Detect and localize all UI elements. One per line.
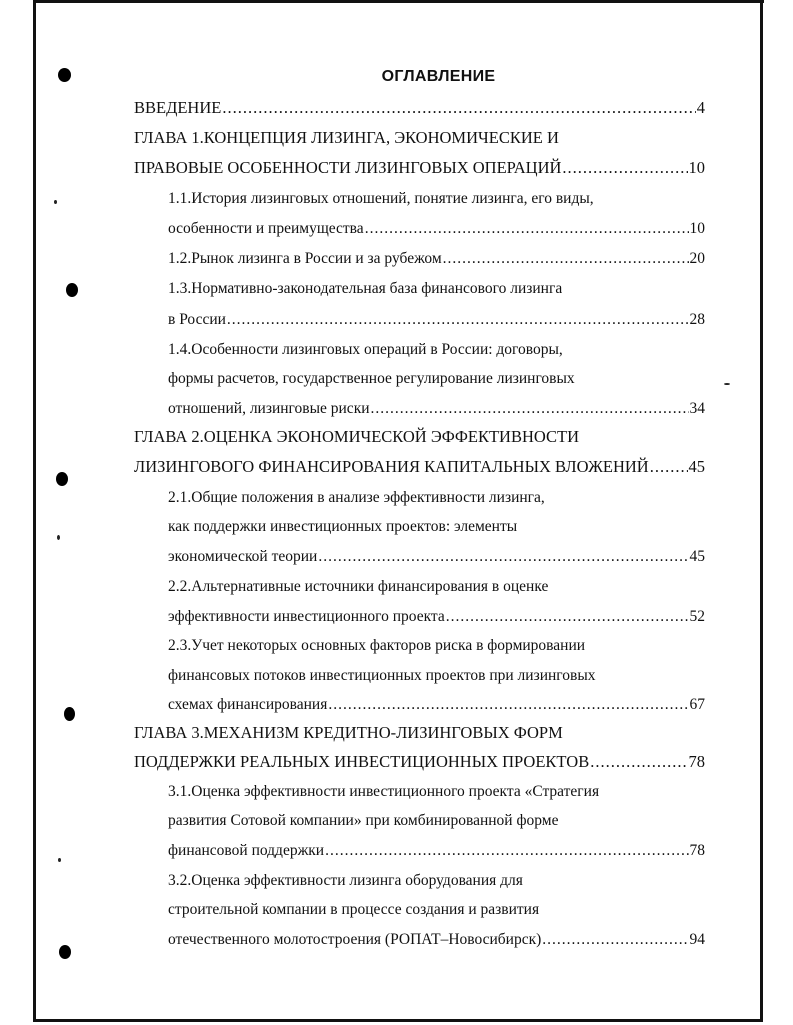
toc-section-3-1-cont[interactable] — [168, 810, 558, 832]
punch-hole — [59, 945, 71, 959]
toc-entry-text: отношений, лизинговые риски — [168, 400, 370, 417]
toc-chapter-3[interactable] — [134, 722, 563, 744]
toc-entry-text: формы расчетов, государственное регулирование лизинговых — [168, 370, 575, 387]
toc-page-number: 20 — [689, 250, 705, 267]
toc-entry-text: в России — [168, 311, 226, 328]
toc-section-2-1-end[interactable] — [168, 546, 705, 568]
toc-entry-text: ВВЕДЕНИЕ — [134, 98, 222, 117]
toc-entry-text: экономической теории — [168, 548, 318, 565]
toc-section-2-3-cont[interactable] — [168, 665, 596, 687]
scan-speck — [58, 858, 61, 862]
toc-title: ОГЛАВЛЕНИЕ — [381, 68, 496, 85]
leader-dots — [222, 97, 695, 119]
toc-chapter-2[interactable] — [134, 426, 579, 448]
leader-dots — [446, 606, 689, 628]
toc-section-3-2-end[interactable] — [168, 929, 705, 951]
scan-edge-top — [34, 0, 764, 3]
toc-entry-text: 2.2.Альтернативные источники финансирования в оценке — [168, 578, 549, 595]
leader-dots — [590, 751, 687, 773]
scan-speck — [57, 535, 60, 540]
toc-entry-text: особенности и преимущества — [168, 220, 364, 237]
punch-hole — [64, 707, 75, 721]
toc-page-number: 10 — [688, 158, 705, 177]
toc-section-2-3-end[interactable] — [168, 694, 705, 716]
toc-entry-text: 3.1.Оценка эффективности инвестиционного проекта «Стратегия — [168, 783, 600, 800]
toc-section-1-3[interactable] — [168, 278, 562, 300]
toc-chapter-1-cont[interactable] — [134, 157, 705, 179]
toc-page-number: 45 — [689, 548, 705, 565]
toc-entry-text: финансовой поддержки — [168, 842, 325, 859]
toc-entry-text: строительной компании в процессе создания и развития — [168, 901, 540, 918]
toc-chapter-1[interactable] — [134, 127, 559, 149]
toc-page-number: 28 — [689, 311, 705, 328]
toc-page-number: 94 — [689, 931, 705, 948]
toc-section-3-2[interactable] — [168, 870, 523, 892]
toc-section-3-1[interactable] — [168, 781, 599, 803]
toc-section-2-2[interactable] — [168, 576, 548, 598]
toc-page-number: 10 — [689, 220, 705, 237]
toc-entry-text: развития Сотовой компании» при комбинированной форме — [168, 812, 559, 829]
toc-entry-text: 1.4.Особенности лизинговых операций в России: договоры, — [168, 341, 563, 358]
toc-entry-text: отечественного молотостроения (РОПАТ–Новосибирск) — [168, 931, 542, 948]
toc-entry-text: 1.1.История лизинговых отношений, понятие лизинга, его виды, — [168, 190, 594, 207]
toc-chapter-3-cont[interactable] — [134, 751, 705, 773]
toc-entry-text: 1.3.Нормативно-законодательная база финансового лизинга — [168, 280, 563, 297]
toc-entry-text: 3.2.Оценка эффективности лизинга оборудования для — [168, 872, 523, 889]
leader-dots — [365, 218, 689, 240]
toc-entry-text: 2.1.Общие положения в анализе эффективности лизинга, — [168, 489, 545, 506]
toc-section-2-3[interactable] — [168, 635, 585, 657]
scan-edge-bottom — [33, 1019, 763, 1022]
toc-entry-text: ЛИЗИНГОВОГО ФИНАНСИРОВАНИЯ КАПИТАЛЬНЫХ ВЛОЖЕНИЙ — [134, 457, 649, 476]
toc-page-number: 34 — [689, 400, 705, 417]
toc-entry-text: ПОДДЕРЖКИ РЕАЛЬНЫХ ИНВЕСТИЦИОННЫХ ПРОЕКТОВ — [134, 752, 590, 771]
toc-section-1-1-cont[interactable] — [168, 218, 705, 240]
toc-section-3-1-end[interactable] — [168, 840, 705, 862]
toc-section-1-4[interactable] — [168, 339, 563, 361]
leader-dots — [328, 694, 688, 716]
toc-page-number: 67 — [689, 696, 705, 713]
toc-entry-text: ГЛАВА 1.КОНЦЕПЦИЯ ЛИЗИНГА, ЭКОНОМИЧЕСКИЕ И — [134, 128, 559, 147]
toc-section-1-1[interactable] — [168, 188, 594, 210]
toc-section-1-4-end[interactable] — [168, 398, 705, 420]
toc-entry-text: финансовых потоков инвестиционных проектов при лизинговых — [168, 667, 596, 684]
leader-dots — [227, 309, 689, 331]
toc-entry-text: эффективности инвестиционного проекта — [168, 608, 445, 625]
scan-speck — [724, 383, 730, 385]
leader-dots — [318, 546, 688, 568]
toc-section-1-4-cont[interactable] — [168, 368, 575, 390]
toc-page-number: 4 — [696, 98, 705, 117]
toc-section-1-2[interactable] — [168, 248, 705, 270]
toc-entry-introduction[interactable] — [134, 97, 705, 119]
toc-entry-text: ГЛАВА 3.МЕХАНИЗМ КРЕДИТНО-ЛИЗИНГОВЫХ ФОРМ — [134, 723, 563, 742]
toc-entry-text: 2.3.Учет некоторых основных факторов риска в формировании — [168, 637, 586, 654]
toc-section-3-2-cont[interactable] — [168, 899, 539, 921]
toc-chapter-2-cont[interactable] — [134, 456, 705, 478]
punch-hole — [66, 283, 78, 297]
punch-hole — [56, 472, 68, 486]
toc-page-number: 52 — [689, 608, 705, 625]
toc-page-number: 78 — [689, 842, 705, 859]
leader-dots — [562, 157, 687, 179]
scan-speck — [54, 200, 57, 204]
toc-entry-text: схемах финансирования — [168, 696, 328, 713]
toc-entry-text: как поддержки инвестиционных проектов: элементы — [168, 518, 518, 535]
toc-entry-text: ПРАВОВЫЕ ОСОБЕННОСТИ ЛИЗИНГОВЫХ ОПЕРАЦИЙ — [134, 158, 562, 177]
leader-dots — [542, 929, 688, 951]
toc-section-2-1-cont[interactable] — [168, 516, 517, 538]
leader-dots — [650, 456, 688, 478]
scan-edge-left — [33, 0, 36, 1022]
toc-entry-text: ГЛАВА 2.ОЦЕНКА ЭКОНОМИЧЕСКОЙ ЭФФЕКТИВНОСТИ — [134, 427, 580, 446]
leader-dots — [371, 398, 689, 420]
toc-section-1-3-cont[interactable] — [168, 309, 705, 331]
toc-entry-text: 1.2.Рынок лизинга в России и за рубежом — [168, 250, 442, 267]
toc-page-number: 78 — [688, 752, 705, 771]
leader-dots — [325, 840, 688, 862]
toc-page-number: 45 — [688, 457, 705, 476]
toc-section-2-1[interactable] — [168, 487, 545, 509]
toc-section-2-2-cont[interactable] — [168, 606, 705, 628]
scan-edge-right — [760, 0, 763, 1022]
leader-dots — [443, 248, 689, 270]
